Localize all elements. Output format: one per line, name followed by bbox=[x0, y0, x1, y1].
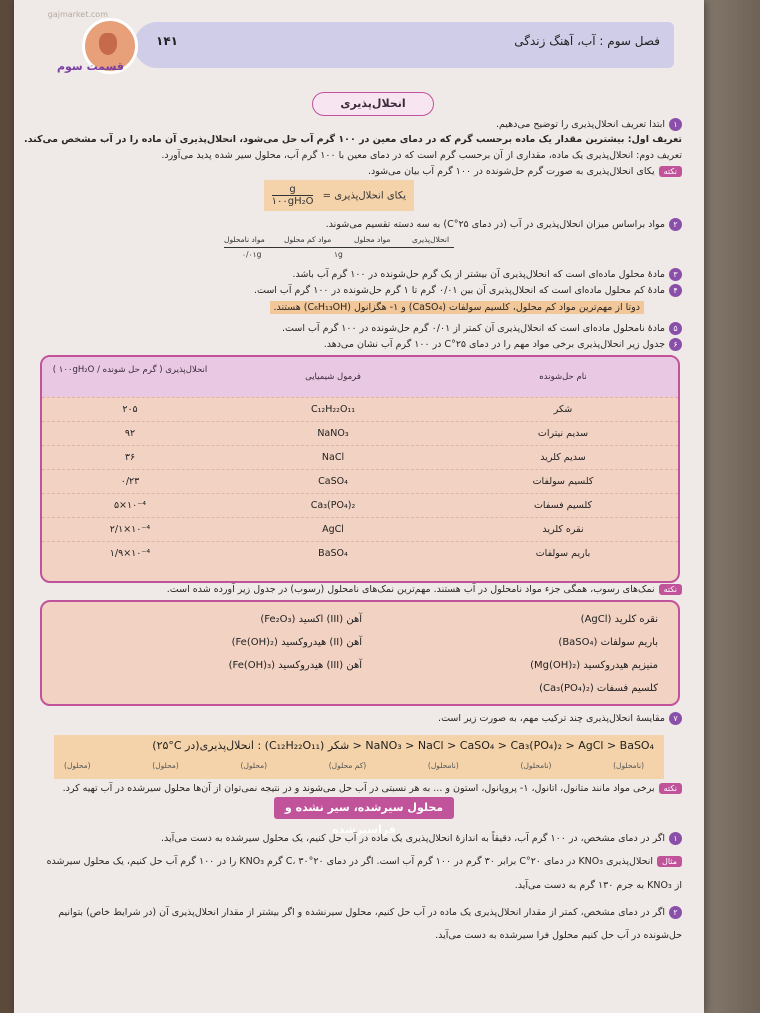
definition-2: تعریف دوم: انحلال‌پذیری یک ماده، مقداری از آن برحسب گرم است که در دمای معین با ۱۰۰ گرم آب، محلول سیر شده پدید می‌آورد. bbox=[161, 150, 682, 161]
site-tag: gajmarket.com bbox=[47, 10, 108, 19]
table-intro: ۶جدول زیر انحلال‌پذیری برخی مواد مهم را در دمای ۲۵°C در ۱۰۰ گرم آب نشان می‌دهد. bbox=[324, 338, 682, 351]
subsection-title: محلول سیرشده، سیر نشده و فراسیرشده bbox=[274, 797, 454, 819]
header-solubility: انحلال‌پذیری ( گرم حل شونده / ۱۰۰gH₂O ) bbox=[52, 365, 208, 375]
class-label: (نامحلول) bbox=[427, 761, 459, 770]
note-2: نکتهنمک‌های رسوب، همگی جزء مواد نامحلول در آب هستند. مهم‌ترین نمک‌های نامحلول (رسوب) در جدول زیر آورده شده است. bbox=[167, 584, 682, 595]
textbook-page bbox=[14, 0, 704, 1013]
salt-item: منیزیم هیدروکسید (Mg(OH)₂) bbox=[530, 660, 658, 671]
soluble-def: ۳مادهٔ محلول ماده‌ای است که انحلال‌پذیری آن بیشتر از یک گرم حل‌شونده در ۱۰۰ گرم آب باشد. bbox=[292, 268, 682, 281]
solubility-comparison bbox=[54, 735, 664, 779]
row-solubility: ۵×۱۰⁻⁴ bbox=[113, 500, 147, 511]
salt-item: آهن (III) اکسید (Fe₂O₃) bbox=[260, 614, 362, 625]
row-formula: NaNO₃ bbox=[317, 428, 349, 439]
page-number: ۱۴۱ bbox=[156, 34, 178, 48]
saturated-def: ۱اگر در دمای مشخص، در ۱۰۰ گرم آب، دقیقاً به اندازهٔ انحلال‌پذیری یک ماده در آب حل کنیم، یک محلول سیرشده به دست می‌آید. bbox=[161, 832, 682, 845]
header-name: نام حل‌شونده bbox=[539, 372, 587, 382]
definition-1: تعریف اول: بیشترین مقدار یک ماده برحسب گرم که در دمای معین در ۱۰۰ گرم آب حل می‌شود، انحلال‌پذیری آن ماده را در آب مشخص می‌کند. bbox=[24, 134, 682, 145]
table-row bbox=[42, 397, 678, 421]
part-label: قسمت سوم bbox=[56, 60, 124, 73]
insoluble-def: ۵مادهٔ نامحلول ماده‌ای است که انحلال‌پذیری آن کمتر از ۰/۰۱ گرم حل‌شونده در ۱۰۰ گرم آب است. bbox=[282, 322, 682, 335]
row-name: کلسیم سولفات bbox=[532, 476, 594, 487]
section-title: انحلال‌پذیری bbox=[312, 92, 434, 116]
class-label: (محلول) bbox=[152, 761, 179, 770]
row-name: سدیم نیترات bbox=[537, 428, 589, 439]
row-solubility: ۰/۲۳ bbox=[120, 476, 140, 487]
table-row bbox=[42, 493, 678, 517]
row-solubility: ۳۶ bbox=[124, 452, 136, 463]
saturated-example-cont: از KNO₃ به جرم ۱۳۰ گرم به دست می‌آید. bbox=[514, 880, 682, 891]
row-formula: NaCl bbox=[321, 452, 345, 463]
class-label: (نامحلول) bbox=[613, 761, 644, 770]
salt-item: آهن (II) هیدروکسید (Fe(OH)₂) bbox=[231, 637, 362, 648]
row-name: سدیم کلرید bbox=[540, 452, 586, 463]
row-formula: AgCl bbox=[322, 524, 344, 535]
class-label: (کم محلول) bbox=[328, 761, 367, 770]
row-formula: Ca₃(PO₄)₂ bbox=[310, 500, 356, 511]
intro-p1: ۱ابتدا تعریف انحلال‌پذیری را توضیح می‌دهیم. bbox=[496, 118, 682, 131]
note-1: نکتهیکای انحلال‌پذیری به صورت گرم حل‌شونده در ۱۰۰ گرم آب بیان می‌شود. bbox=[368, 166, 682, 177]
chapter-header bbox=[134, 22, 674, 68]
table-header bbox=[42, 357, 678, 397]
note-3: نکتهبرخی مواد مانند متانول، اتانول، ۱- پروپانول، استون و ... به هر نسبتی در آب حل می‌شوند و در نتیجه نمی‌توان از آن‌ها محلول سیرشده در آب تهیه کرد. bbox=[63, 783, 682, 794]
table-row bbox=[42, 517, 678, 541]
class-label: (نامحلول) bbox=[520, 761, 552, 770]
salt-item: کلسیم فسفات (Ca₃(PO₄)₂) bbox=[539, 683, 658, 694]
row-name: نقره کلرید bbox=[542, 524, 584, 535]
class-label: (محلول) bbox=[64, 761, 91, 770]
header-formula: فرمول شیمیایی bbox=[305, 372, 361, 382]
solubility-table bbox=[40, 355, 680, 583]
row-name: باریم سولفات bbox=[535, 548, 591, 559]
table-row bbox=[42, 469, 678, 493]
row-name: شکر bbox=[553, 404, 573, 415]
row-solubility: ۲/۱×۱۰⁻⁴ bbox=[109, 524, 151, 535]
class-label: (محلول) bbox=[240, 761, 268, 770]
row-name: کلسیم فسفات bbox=[533, 500, 592, 511]
unsaturated-def: ۲اگر در دمای مشخص، کمتر از مقدار انحلال‌پذیری یک ماده در آب حل کنیم، محلول سیرنشده و اگر بیشتر از مقدار انحلال‌پذیری آن (در شرایط خاص) بتوانیم bbox=[58, 906, 682, 919]
salt-item: باریم سولفات (BaSO₄) bbox=[558, 637, 658, 648]
row-formula: C₁₂H₂₂O₁₁ bbox=[310, 404, 356, 415]
chapter-title: فصل سوم : آب، آهنگ زندگی bbox=[514, 34, 660, 48]
slightly-soluble-examples: دوتا از مهم‌ترین مواد کم محلول، کلسیم سولفات (CaSO₄) و ۱- هگزانول (C₆H₁₃OH) هستند. bbox=[270, 302, 644, 313]
row-solubility: ۹۲ bbox=[124, 428, 136, 439]
row-solubility: ۱/۹×۱۰⁻⁴ bbox=[109, 548, 151, 559]
unit-formula: یکای انحلال‌پذیری = $\frac{g}{\text{۱۰۰gH₂O}}$ bbox=[264, 180, 414, 211]
row-formula: BaSO₄ bbox=[318, 548, 348, 559]
row-formula: CaSO₄ bbox=[318, 476, 348, 487]
salt-item: نقره کلرید (AgCl) bbox=[580, 614, 658, 625]
comparison-equation: (۲۵°C انحلال‌پذیری(در : (C₁₂H₂₂O₁₁) شکر > NaNO₃ > NaCl > CaSO₄ > Ca₃(PO₄)₂ > AgCl > BaSO₄ bbox=[152, 739, 654, 752]
table-row bbox=[42, 445, 678, 469]
classification-intro: ۲مواد براساس میزان انحلال‌پذیری در آب (در دمای ۲۵°C) به سه دسته تقسیم می‌شوند. bbox=[326, 218, 682, 231]
table-row bbox=[42, 541, 678, 565]
table-row bbox=[42, 421, 678, 445]
salt-item: آهن (III) هیدروکسید (Fe(OH)₃) bbox=[228, 660, 362, 671]
comparison-intro: ۷مقایسهٔ انحلال‌پذیری چند ترکیب مهم، به صورت زیر است. bbox=[438, 712, 682, 725]
solubility-scale: مواد نامحلول مواد کم محلول مواد محلول انحلال‌پذیری ۰/۰۱g ۱g bbox=[224, 235, 454, 265]
row-solubility: ۲۰۵ bbox=[122, 404, 138, 415]
supersaturated-def: حل‌شونده در آب حل کنیم محلول فرا سیرشده به دست می‌آید. bbox=[435, 930, 682, 941]
slightly-soluble-def: ۴مادهٔ کم محلول ماده‌ای است که انحلال‌پذیری آن بین ۰/۰۱ گرم تا ۱ گرم حل‌شونده در ۱۰۰ گرم آب است. bbox=[254, 284, 682, 297]
insoluble-salts-box bbox=[40, 600, 680, 706]
saturated-example: مثالانحلال‌پذیری KNO₃ در دمای ۲۰°C برابر ۳۰ گرم در ۱۰۰ گرم آب است. اگر در دمای ۲۰°C، ۳۰ گرم KNO₃ را در ۱۰۰ گرم آب حل کنیم، یک محلول سیرشده bbox=[47, 856, 682, 867]
